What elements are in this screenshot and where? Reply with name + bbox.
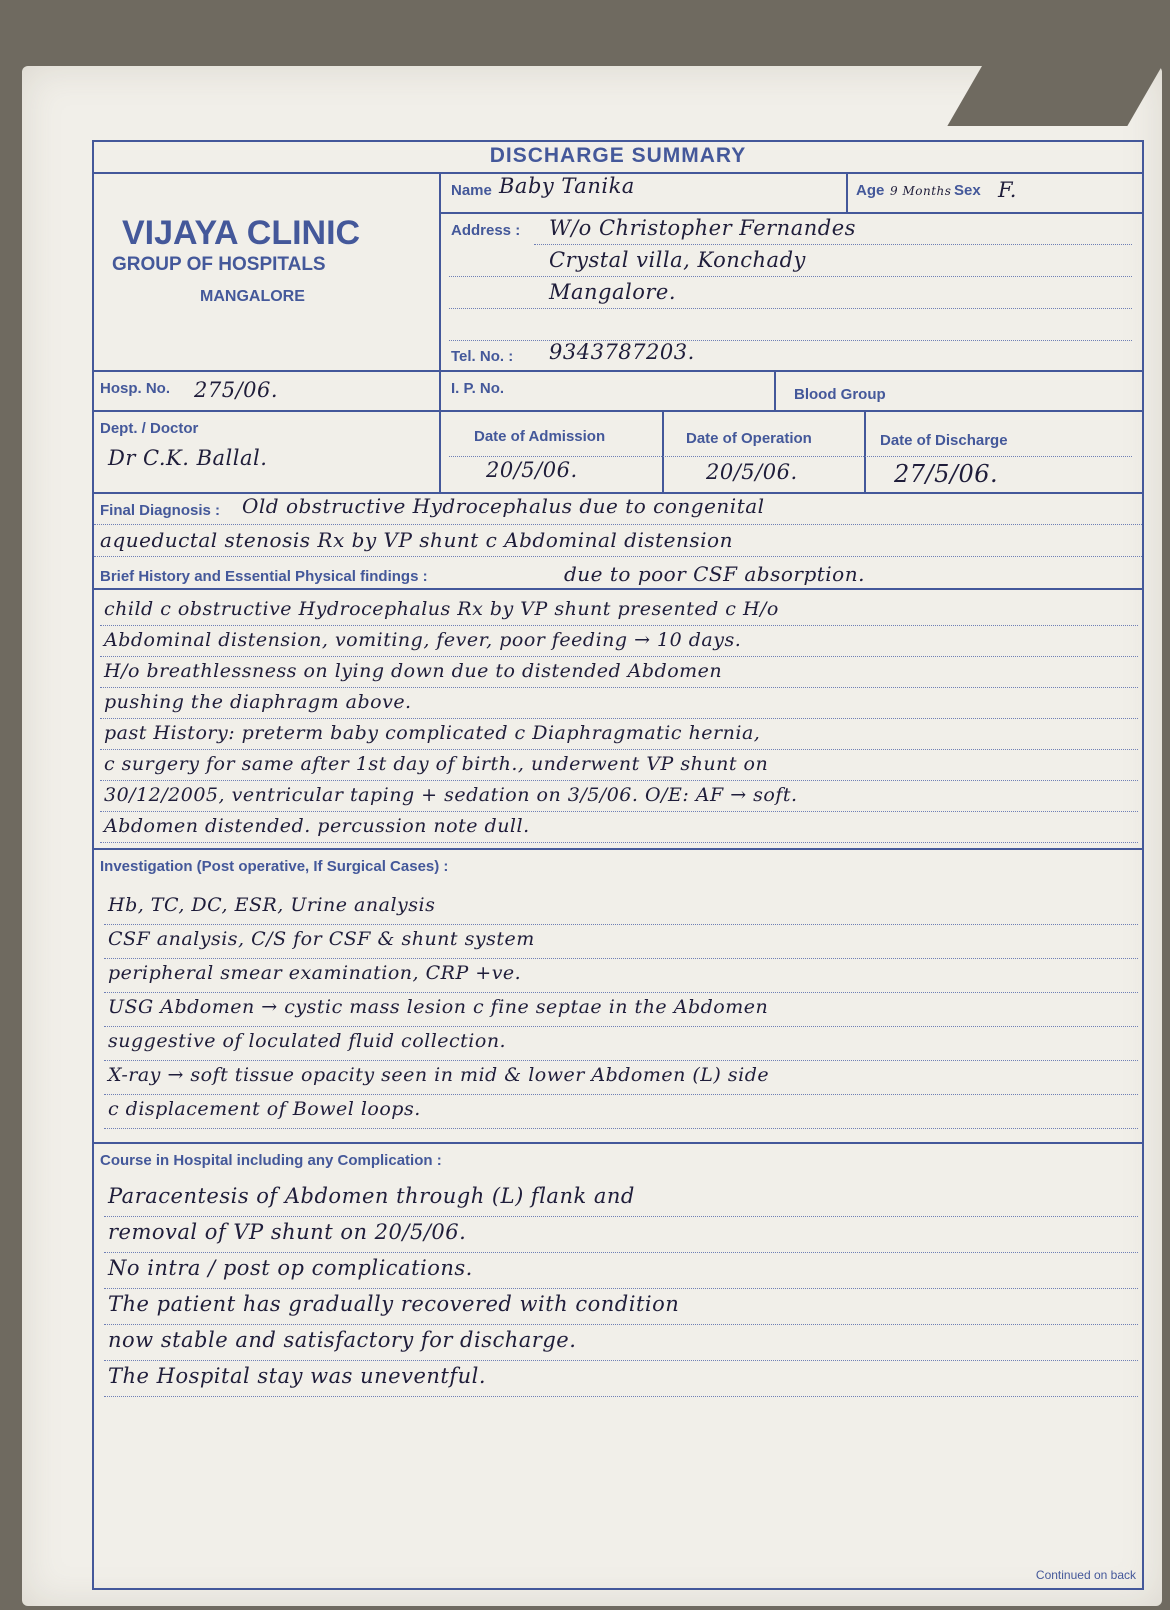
- investigation-line: peripheral smear examination, CRP +ve.: [108, 962, 522, 984]
- doctor-name: Dr C.K. Ballal.: [108, 446, 268, 470]
- address-line-2: Crystal villa, Konchady: [549, 248, 806, 272]
- patient-age: 9 Months: [890, 184, 952, 198]
- clinic-city: MANGALORE: [200, 288, 305, 305]
- history-line: child c obstructive Hydrocephalus Rx by VP shunt presented c H/o: [104, 598, 779, 620]
- sex-label: Sex: [954, 182, 981, 199]
- paper-fold-corner: [947, 66, 1162, 126]
- history-block: [100, 594, 1138, 844]
- course-label: Course in Hospital including any Complication :: [100, 1152, 442, 1169]
- history-line: Abdomen distended. percussion note dull.: [104, 815, 530, 837]
- investigation-line: X-ray → soft tissue opacity seen in mid & lower Abdomen (L) side: [108, 1064, 770, 1086]
- date-admission: 20/5/06.: [486, 458, 578, 482]
- diagnosis-line-3: due to poor CSF absorption.: [564, 562, 865, 586]
- investigation-block: [104, 890, 1138, 1138]
- address-line-1: W/o Christopher Fernandes: [549, 216, 856, 240]
- course-block: [104, 1180, 1138, 1480]
- date-operation-label: Date of Operation: [686, 430, 812, 447]
- history-line: pushing the diaphragm above.: [104, 691, 412, 713]
- investigation-line: USG Abdomen → cystic mass lesion c fine septae in the Abdomen: [108, 996, 769, 1018]
- history-line: H/o breathlessness on lying down due to distended Abdomen: [104, 660, 723, 682]
- investigation-line: Hb, TC, DC, ESR, Urine analysis: [108, 894, 436, 916]
- final-diagnosis-label: Final Diagnosis :: [100, 502, 221, 519]
- brief-history-label: Brief History and Essential Physical findings :: [100, 568, 428, 585]
- tel-label: Tel. No. :: [451, 348, 514, 365]
- address-line-3: Mangalore.: [549, 280, 677, 304]
- investigation-line: suggestive of loculated fluid collection.: [108, 1030, 507, 1052]
- hosp-no: 275/06.: [194, 378, 279, 402]
- patient-name: Baby Tanika: [499, 174, 635, 198]
- date-operation: 20/5/06.: [706, 460, 798, 484]
- hosp-no-label: Hosp. No.: [100, 380, 170, 397]
- course-line: now stable and satisfactory for discharge.: [108, 1328, 577, 1352]
- investigation-line: CSF analysis, C/S for CSF & shunt system: [108, 928, 535, 950]
- date-discharge: 27/5/06.: [894, 460, 999, 488]
- discharge-form: [92, 140, 1144, 1590]
- investigation-label: Investigation (Post operative, If Surgical Cases) :: [100, 858, 449, 875]
- course-line: The patient has gradually recovered with condition: [108, 1292, 680, 1316]
- clinic-name: VIJAYA CLINIC: [122, 214, 361, 252]
- date-admission-label: Date of Admission: [474, 428, 606, 445]
- patient-tel: 9343787203.: [549, 340, 695, 364]
- patient-sex: F.: [998, 178, 1017, 202]
- date-discharge-label: Date of Discharge: [880, 432, 1008, 449]
- course-line: The Hospital stay was uneventful.: [108, 1364, 487, 1388]
- dept-doctor-label: Dept. / Doctor: [100, 420, 199, 437]
- diagnosis-line-1: Old obstructive Hydrocephalus due to congenital: [242, 494, 765, 518]
- continued-on-back: Continued on back: [1035, 1568, 1136, 1582]
- investigation-line: c displacement of Bowel loops.: [108, 1098, 421, 1120]
- history-line: past History: preterm baby complicated c Diaphragmatic hernia,: [104, 722, 761, 744]
- diagnosis-line-2: aqueductal stenosis Rx by VP shunt c Abdominal distension: [100, 528, 733, 552]
- history-line: 30/12/2005, ventricular taping + sedation on 3/5/06. O/E: AF → soft.: [104, 784, 798, 806]
- course-line: Paracentesis of Abdomen through (L) flank and: [108, 1184, 635, 1208]
- course-line: No intra / post op complications.: [108, 1256, 473, 1280]
- history-line: c surgery for same after 1st day of birth., underwent VP shunt on: [104, 753, 769, 775]
- clinic-group: GROUP OF HOSPITALS: [112, 254, 326, 275]
- course-line: removal of VP shunt on 20/5/06.: [108, 1220, 467, 1244]
- form-title: DISCHARGE SUMMARY: [489, 144, 747, 167]
- blood-group-label: Blood Group: [794, 386, 886, 403]
- age-label: Age: [856, 182, 885, 199]
- history-line: Abdominal distension, vomiting, fever, poor feeding → 10 days.: [104, 629, 742, 651]
- ip-no-label: I. P. No.: [451, 380, 505, 397]
- name-label: Name: [451, 182, 492, 199]
- address-label: Address :: [451, 222, 521, 239]
